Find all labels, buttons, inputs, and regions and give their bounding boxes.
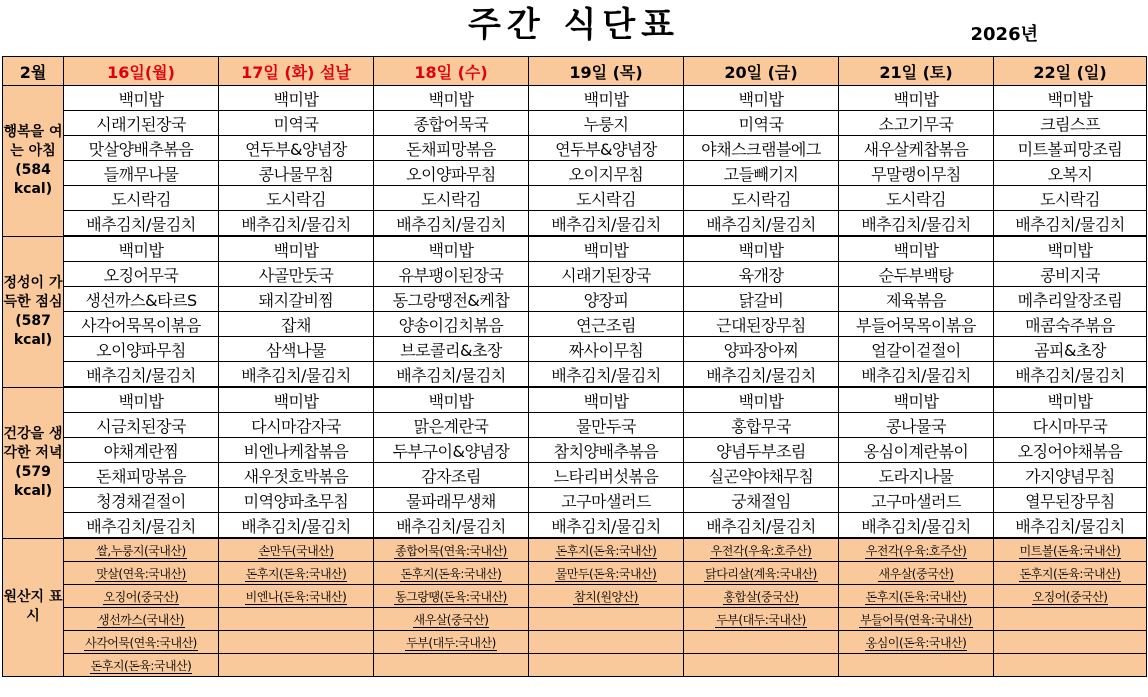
origin-text: 물만두(돈육:국내산): [555, 566, 657, 581]
menu-item: 배추김치/물김치: [219, 362, 374, 388]
header-row: [3, 57, 1147, 86]
menu-item: 소고기무국: [839, 111, 994, 136]
menu-item: 참치양배추볶음: [529, 438, 684, 463]
origin-item: [374, 585, 529, 608]
menu-item: 배추김치/물김치: [64, 513, 219, 539]
menu-item: 옹심이계란볶이: [839, 438, 994, 463]
origin-text: 미트볼(돈육:국내산): [1019, 543, 1121, 558]
origin-text: 우전각(우육:호주산): [710, 543, 812, 558]
menu-item: 미역국: [684, 111, 839, 136]
menu-item: 백미밥: [374, 86, 529, 111]
meal-row-breakfast: [3, 111, 1147, 136]
origin-row: [3, 562, 1147, 585]
meal-label-lunch: 정성이 가득한 점심 (587 kcal): [3, 236, 64, 387]
menu-item: 배추김치/물김치: [374, 211, 529, 237]
meal-row-lunch: [3, 312, 1147, 337]
origin-item: [684, 562, 839, 585]
menu-item: 청경채겉절이: [64, 488, 219, 513]
origin-text: 새우살(중국산): [878, 566, 954, 581]
day-header: 17일 (화) 설날: [219, 57, 374, 86]
origin-row: [3, 608, 1147, 631]
menu-item: 양장피: [529, 287, 684, 312]
menu-item: 브로콜리&초장: [374, 337, 529, 362]
menu-item: 생선까스&타르S: [64, 287, 219, 312]
menu-item: 고구마샐러드: [839, 488, 994, 513]
menu-item: 연두부&양념장: [219, 136, 374, 161]
menu-item: 배추김치/물김치: [529, 362, 684, 388]
meal-row-breakfast: [3, 186, 1147, 211]
menu-item: 시래기된장국: [64, 111, 219, 136]
origin-text: 참치(원양산): [574, 589, 638, 604]
menu-item: 부들어묵목이볶음: [839, 312, 994, 337]
menu-item: 도시락김: [529, 186, 684, 211]
menu-item: 백미밥: [684, 236, 839, 262]
meal-row-lunch: [3, 362, 1147, 388]
meal-row-dinner: [3, 488, 1147, 513]
meal-row-lunch: [3, 236, 1147, 262]
day-header: 18일 (수): [374, 57, 529, 86]
menu-item: 배추김치/물김치: [994, 211, 1147, 237]
menu-item: 도시락김: [64, 186, 219, 211]
page-title: 주간 식단표: [467, 5, 681, 45]
menu-item: 얼갈이겉절이: [839, 337, 994, 362]
meal-row-dinner: [3, 438, 1147, 463]
menu-item: 시금치된장국: [64, 413, 219, 438]
menu-item: 사골만둣국: [219, 262, 374, 287]
origin-text: 두부(대두:국내산): [716, 612, 806, 627]
menu-item: 고들빼기지: [684, 161, 839, 186]
menu-item: 배추김치/물김치: [529, 211, 684, 237]
origin-item: [684, 631, 839, 654]
menu-item: 배추김치/물김치: [684, 211, 839, 237]
origin-text: 돈후지(돈육:국내산): [400, 566, 502, 581]
menu-item: 야채계란찜: [64, 438, 219, 463]
menu-item: 고구마샐러드: [529, 488, 684, 513]
day-header: 20일 (금): [684, 57, 839, 86]
menu-item: 콩비지국: [994, 262, 1147, 287]
menu-item: 오이양파무침: [374, 161, 529, 186]
origin-item: [684, 538, 839, 562]
menu-item: 백미밥: [529, 236, 684, 262]
origin-item: [374, 631, 529, 654]
menu-item: 육개장: [684, 262, 839, 287]
menu-item: 맛살양배추볶음: [64, 136, 219, 161]
menu-item: 순두부백탕: [839, 262, 994, 287]
origin-item: [529, 654, 684, 677]
origin-text: 돈후지(돈육:국내산): [245, 566, 347, 581]
menu-item: 미역양파초무침: [219, 488, 374, 513]
menu-item: 짜사이무침: [529, 337, 684, 362]
menu-item: 물만두국: [529, 413, 684, 438]
origin-row: [3, 538, 1147, 562]
menu-item: 감자조림: [374, 463, 529, 488]
menu-item: 배추김치/물김치: [684, 513, 839, 539]
origin-item: [684, 585, 839, 608]
origin-item: [994, 654, 1147, 677]
origin-text: 맛살(연육:국내산): [96, 566, 186, 581]
origin-item: [529, 562, 684, 585]
meal-row-lunch: [3, 262, 1147, 287]
meal-row-breakfast: [3, 211, 1147, 237]
menu-item: 백미밥: [839, 86, 994, 111]
origin-item: [529, 631, 684, 654]
menu-item: 누룽지: [529, 111, 684, 136]
origin-text: 종합어묵(연육:국내산): [395, 543, 507, 558]
day-header: 19일 (목): [529, 57, 684, 86]
menu-item: 양송이김치볶음: [374, 312, 529, 337]
menu-item: 다시마무국: [994, 413, 1147, 438]
menu-item: 실곤약야채무침: [684, 463, 839, 488]
menu-item: 새우젓호박볶음: [219, 463, 374, 488]
menu-table: [2, 56, 1147, 677]
meal-row-lunch: [3, 337, 1147, 362]
meal-row-lunch: [3, 287, 1147, 312]
origin-row: [3, 654, 1147, 677]
menu-item: 삼색나물: [219, 337, 374, 362]
menu-item: 메추리알장조림: [994, 287, 1147, 312]
origin-item: [219, 562, 374, 585]
origin-item: [64, 654, 219, 677]
menu-item: 도시락김: [684, 186, 839, 211]
origin-item: [839, 654, 994, 677]
menu-item: 배추김치/물김치: [64, 362, 219, 388]
origin-text: 돈후지(돈육:국내산): [90, 658, 192, 673]
year-label: 2026년: [970, 24, 1038, 45]
menu-item: 배추김치/물김치: [839, 211, 994, 237]
origin-text: 옹심이(돈육:국내산): [865, 635, 967, 650]
menu-item: 오복지: [994, 161, 1147, 186]
menu-item: 들깨무나물: [64, 161, 219, 186]
menu-item: 비엔나케찹볶음: [219, 438, 374, 463]
menu-item: 오징어무국: [64, 262, 219, 287]
origin-text: 닭다리살(계육:국내산): [705, 566, 817, 581]
origin-item: [994, 585, 1147, 608]
origin-item: [839, 631, 994, 654]
menu-item: 백미밥: [994, 86, 1147, 111]
meal-row-dinner: [3, 413, 1147, 438]
menu-item: 돈채피망볶음: [64, 463, 219, 488]
meal-row-dinner: [3, 463, 1147, 488]
origin-label: 원산지 표시: [3, 538, 64, 677]
menu-item: 연근조림: [529, 312, 684, 337]
menu-item: 배추김치/물김치: [64, 211, 219, 237]
origin-item: [994, 562, 1147, 585]
menu-item: 홍합무국: [684, 413, 839, 438]
origin-text: 오징어(중국산): [103, 589, 179, 604]
origin-text: 비엔나(돈육:국내산): [245, 589, 347, 604]
origin-item: [219, 538, 374, 562]
origin-text: 오징어(중국산): [1032, 589, 1108, 604]
menu-item: 가지양념무침: [994, 463, 1147, 488]
meal-row-breakfast: [3, 86, 1147, 111]
origin-item: [839, 585, 994, 608]
origin-item: [374, 562, 529, 585]
menu-item: 연두부&양념장: [529, 136, 684, 161]
menu-item: 배추김치/물김치: [219, 211, 374, 237]
origin-item: [374, 538, 529, 562]
menu-item: 백미밥: [219, 387, 374, 413]
menu-item: 궁채절임: [684, 488, 839, 513]
menu-item: 돼지갈비찜: [219, 287, 374, 312]
menu-item: 백미밥: [374, 236, 529, 262]
origin-item: [994, 631, 1147, 654]
menu-item: 도시락김: [839, 186, 994, 211]
menu-item: 시래기된장국: [529, 262, 684, 287]
menu-item: 배추김치/물김치: [839, 362, 994, 388]
day-header: 16일(월): [64, 57, 219, 86]
menu-item: 백미밥: [219, 86, 374, 111]
origin-item: [64, 562, 219, 585]
menu-item: 제육볶음: [839, 287, 994, 312]
menu-item: 미역국: [219, 111, 374, 136]
origin-row: [3, 631, 1147, 654]
menu-item: 물파래무생채: [374, 488, 529, 513]
menu-item: 백미밥: [839, 236, 994, 262]
menu-item: 백미밥: [529, 387, 684, 413]
month-header: 2월: [3, 57, 64, 86]
day-header: 22일 (일): [994, 57, 1147, 86]
menu-item: 백미밥: [684, 86, 839, 111]
menu-item: 콩나물무침: [219, 161, 374, 186]
origin-text: 두부(대두:국내산): [406, 635, 496, 650]
meal-label-breakfast: 행복을 여는 아침 (584 kcal): [3, 86, 64, 237]
menu-item: 잡채: [219, 312, 374, 337]
menu-item: 백미밥: [374, 387, 529, 413]
menu-item: 배추김치/물김치: [994, 362, 1147, 388]
menu-item: 무말랭이무침: [839, 161, 994, 186]
menu-item: 백미밥: [64, 387, 219, 413]
menu-item: 콩나물국: [839, 413, 994, 438]
origin-text: 돈후지(돈육:국내산): [555, 543, 657, 558]
origin-text: 돈후지(돈육:국내산): [865, 589, 967, 604]
origin-item: [374, 608, 529, 631]
menu-item: 곰피&초장: [994, 337, 1147, 362]
menu-item: 백미밥: [994, 236, 1147, 262]
origin-item: [839, 608, 994, 631]
menu-item: 매콤숙주볶음: [994, 312, 1147, 337]
origin-item: [64, 631, 219, 654]
menu-item: 백미밥: [219, 236, 374, 262]
menu-item: 오이지무침: [529, 161, 684, 186]
menu-item: 오징어야채볶음: [994, 438, 1147, 463]
menu-item: 배추김치/물김치: [684, 362, 839, 388]
origin-text: 우전각(우육:호주산): [865, 543, 967, 558]
menu-item: 종합어묵국: [374, 111, 529, 136]
menu-item: 돈채피망볶음: [374, 136, 529, 161]
menu-item: 백미밥: [839, 387, 994, 413]
origin-item: [219, 654, 374, 677]
menu-item: 도시락김: [994, 186, 1147, 211]
menu-item: 배추김치/물김치: [529, 513, 684, 539]
origin-item: [529, 538, 684, 562]
origin-row: [3, 585, 1147, 608]
menu-item: 양파장아찌: [684, 337, 839, 362]
menu-item: 양념두부조림: [684, 438, 839, 463]
menu-item: 배추김치/물김치: [374, 362, 529, 388]
menu-item: 미트볼피망조림: [994, 136, 1147, 161]
origin-item: [529, 585, 684, 608]
menu-item: 도시락김: [374, 186, 529, 211]
origin-item: [684, 654, 839, 677]
origin-item: [529, 608, 684, 631]
origin-item: [374, 654, 529, 677]
menu-item: 유부팽이된장국: [374, 262, 529, 287]
origin-item: [64, 608, 219, 631]
menu-item: 동그랑땡전&케찹: [374, 287, 529, 312]
origin-item: [64, 538, 219, 562]
menu-item: 백미밥: [64, 86, 219, 111]
origin-text: 새우살(중국산): [413, 612, 489, 627]
menu-item: 두부구이&양념장: [374, 438, 529, 463]
origin-item: [219, 585, 374, 608]
menu-item: 야채스크램블에그: [684, 136, 839, 161]
meal-row-breakfast: [3, 161, 1147, 186]
meal-label-dinner: 건강을 생각한 저녁 (579 kcal): [3, 387, 64, 538]
origin-item: [839, 562, 994, 585]
menu-item: 도라지나물: [839, 463, 994, 488]
menu-item: 느타리버섯볶음: [529, 463, 684, 488]
menu-item: 배추김치/물김치: [994, 513, 1147, 539]
origin-text: 돈후지(돈육:국내산): [1019, 566, 1121, 581]
menu-item: 백미밥: [64, 236, 219, 262]
menu-item: 백미밥: [529, 86, 684, 111]
menu-item: 다시마감자국: [219, 413, 374, 438]
menu-item: 열무된장무침: [994, 488, 1147, 513]
origin-text: 부들어묵(연육:국내산): [860, 612, 972, 627]
menu-item: 맑은계란국: [374, 413, 529, 438]
menu-item: 사각어묵목이볶음: [64, 312, 219, 337]
origin-item: [219, 608, 374, 631]
origin-item: [684, 608, 839, 631]
menu-item: 배추김치/물김치: [839, 513, 994, 539]
origin-text: 쌀,누룽지(국내산): [96, 543, 186, 558]
menu-item: 근대된장무침: [684, 312, 839, 337]
origin-item: [839, 538, 994, 562]
origin-text: 생선까스(국내산): [97, 612, 184, 627]
origin-item: [994, 608, 1147, 631]
menu-item: 닭갈비: [684, 287, 839, 312]
menu-item: 오이양파무침: [64, 337, 219, 362]
meal-row-dinner: [3, 513, 1147, 539]
origin-text: 손만두(국내산): [258, 543, 334, 558]
menu-item: 크림스프: [994, 111, 1147, 136]
menu-item: 새우살케찹볶음: [839, 136, 994, 161]
menu-item: 배추김치/물김치: [219, 513, 374, 539]
meal-row-dinner: [3, 387, 1147, 413]
menu-item: 도시락김: [219, 186, 374, 211]
menu-item: 배추김치/물김치: [374, 513, 529, 539]
day-header: 21일 (토): [839, 57, 994, 86]
origin-text: 동그랑땡(돈육:국내산): [395, 589, 507, 604]
origin-text: 사각어묵(연육:국내산): [85, 635, 197, 650]
menu-item: 백미밥: [994, 387, 1147, 413]
origin-item: [994, 538, 1147, 562]
origin-item: [64, 585, 219, 608]
origin-item: [219, 631, 374, 654]
origin-text: 홍합살(중국산): [723, 589, 799, 604]
meal-row-breakfast: [3, 136, 1147, 161]
menu-item: 백미밥: [684, 387, 839, 413]
